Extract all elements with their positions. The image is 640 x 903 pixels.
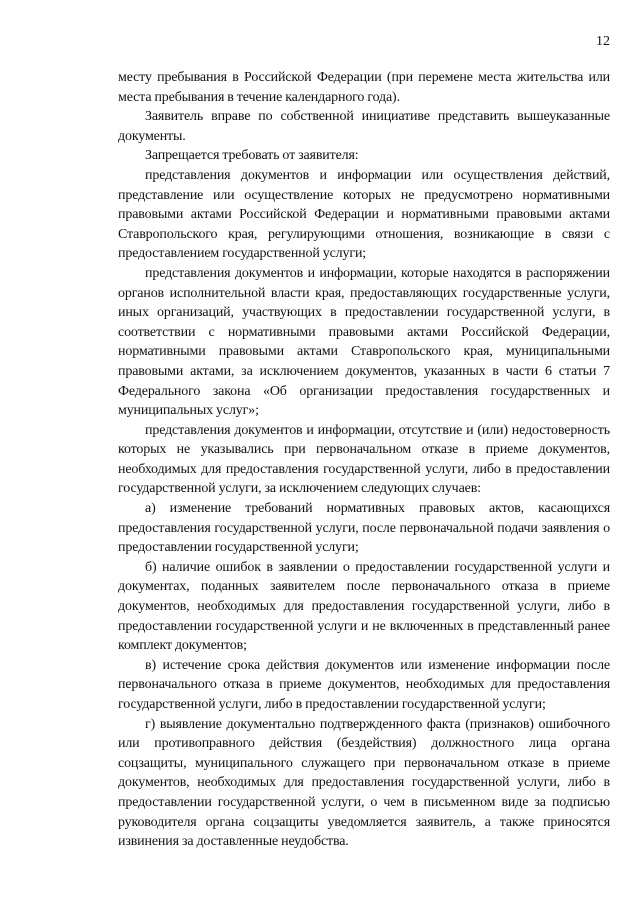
paragraph-prohibition-documents: представления документов и информации, которые находятся в распоряжении органов исполнительной власти края, предоставляющих государственные услуги, иных организаций, участвующих в предоставлении государственной услуги, в соответствии с нормативными правовыми актами Российской Федерации, нормативными правовыми актами Ставропольского края, муниципальными правовыми актами, за исключением документов, указанных в части 6 статьи 7 Федерального закона «Об организации предоставления государственных и муниципальных услуг»; — [118, 265, 610, 419]
list-item-a: а) изменение требований нормативных правовых актов, касающихся предоставления государственной услуги, после первоначальной подачи заявления о предоставлении государственной услуги; — [118, 501, 610, 556]
paragraph-prohibitions-intro: Запрещается требовать от заявителя: — [145, 148, 359, 164]
list-item-g: г) выявление документально подтвержденного факта (признаков) ошибочного или противоправного действия (бездействия) должностного лица органа соцзащиты, муниципального служащего при первоначальном отказе в приеме документов, необходимых для предоставления государственной услуги, либо в предоставлении государственной услуги, о чем в письменном виде за подписью руководителя органа соцзащиты уведомляется заявитель, а также приносятся извинения за доставленные неудобства. — [118, 716, 610, 850]
page-number: 12 — [596, 34, 610, 49]
document-body — [118, 68, 610, 852]
paragraph-prohibition-missing-info: представления документов и информации, отсутствие и (или) недостоверность которых не указывались при первоначальном отказе в приеме документов, необходимых для предоставления государственной услуги, либо в предоставлении государственной услуги, за исключением следующих случаев: — [118, 422, 610, 497]
paragraph-continuation: месту пребывания в Российской Федерации (при перемене места жительства или места пребывания в течение календарного года). — [118, 70, 610, 105]
paragraph-applicant-right: Заявитель вправе по собственной инициативе представить вышеуказанные документы. — [118, 109, 610, 144]
paragraph-prohibition-actions: представления документов и информации или осуществления действий, представление или осуществление которых не предусмотрено нормативными правовыми актами Российской Федерации и нормативными правовыми актами Ставропольского края, регулирующими отношения, возникающие в связи с предоставлением государственной услуги; — [118, 167, 610, 262]
list-item-b: б) наличие ошибок в заявлении о предоставлении государственной услуги и документах, поданных заявителем после первоначального отказа в приеме документов, необходимых для предоставления государственной услуги, либо в предоставлении государственной услуги и не включенных в представленный ранее комплект документов; — [118, 559, 610, 654]
list-item-v: в) истечение срока действия документов или изменение информации после первоначального отказа в приеме документов, необходимых для предоставления государственной услуги, либо в предоставлении государственной услуги; — [118, 657, 610, 712]
